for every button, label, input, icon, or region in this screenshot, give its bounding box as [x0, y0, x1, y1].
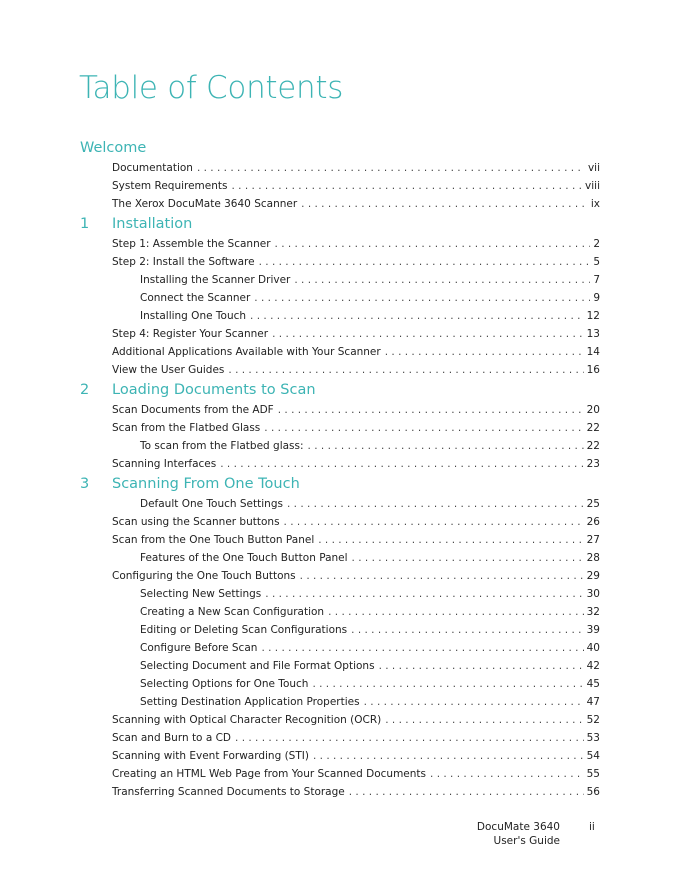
entry-page: vii [587, 162, 600, 174]
entry-label: Scanning Interfaces [112, 458, 217, 470]
dot-leader [312, 675, 583, 693]
entry-page: 47 [586, 696, 600, 708]
section-title: Loading Documents to Scan [112, 382, 316, 398]
entry-label: Creating an HTML Web Page from Your Scanned Documents [112, 768, 427, 780]
toc-entry[interactable] [80, 621, 600, 639]
entry-label: Scanning with Event Forwarding (STI) [112, 750, 309, 762]
entry-label: To scan from the Flatbed glass: [140, 440, 304, 452]
section-number: 3 [80, 476, 90, 492]
entry-label: View the User Guides [112, 364, 225, 376]
dot-leader [364, 693, 584, 711]
entry-page: 23 [586, 458, 600, 470]
entry-label: Step 1: Assemble the Scanner [112, 238, 271, 250]
entry-page: 29 [586, 570, 600, 582]
toc-entry[interactable] [80, 159, 600, 177]
dot-leader [232, 177, 583, 195]
entry-page: 2 [593, 238, 600, 250]
dot-leader [379, 657, 584, 675]
entry-label: System Requirements [112, 180, 228, 192]
dot-leader [385, 343, 584, 361]
dot-leader [259, 253, 591, 271]
entry-page: 54 [586, 750, 600, 762]
entry-label: Configure Before Scan [140, 642, 258, 654]
dot-leader [385, 711, 583, 729]
entry-page: 53 [586, 732, 600, 744]
entry-page: 39 [586, 624, 600, 636]
toc-entry[interactable] [80, 567, 600, 585]
table-of-contents [80, 137, 600, 801]
toc-entry[interactable] [80, 271, 600, 289]
entry-label: Step 2: Install the Software [112, 256, 255, 268]
toc-entry[interactable] [80, 603, 600, 621]
section-heading[interactable] [80, 213, 600, 235]
entry-label: Scan from the One Touch Button Panel [112, 534, 315, 546]
entry-label: Selecting New Settings [140, 588, 262, 600]
entry-page: viii [585, 180, 600, 192]
toc-entry[interactable] [80, 177, 600, 195]
toc-entry[interactable] [80, 437, 600, 455]
dot-leader [294, 271, 590, 289]
dot-leader [352, 549, 584, 567]
entry-page: 14 [586, 346, 600, 358]
toc-entry[interactable] [80, 639, 600, 657]
entry-page: 9 [593, 292, 600, 304]
entry-page: 16 [586, 364, 600, 376]
toc-entry[interactable] [80, 729, 600, 747]
section-title: Installation [112, 216, 193, 232]
toc-entry[interactable] [80, 531, 600, 549]
entry-page: 42 [586, 660, 600, 672]
dot-leader [300, 567, 584, 585]
entry-label: Documentation [112, 162, 193, 174]
dot-leader [284, 513, 584, 531]
dot-leader [228, 361, 583, 379]
entry-label: Editing or Deleting Scan Configurations [140, 624, 348, 636]
toc-entry[interactable] [80, 195, 600, 213]
entry-page: 25 [586, 498, 600, 510]
entry-page: 56 [586, 786, 600, 798]
dot-leader [261, 639, 583, 657]
dot-leader [235, 729, 584, 747]
dot-leader [430, 765, 584, 783]
toc-entry[interactable] [80, 419, 600, 437]
toc-entry[interactable] [80, 711, 600, 729]
dot-leader [197, 159, 585, 177]
entry-label: Transferring Scanned Documents to Storage [112, 786, 345, 798]
entry-label: Scan and Burn to a CD [112, 732, 232, 744]
dot-leader [318, 531, 583, 549]
entry-page: 28 [586, 552, 600, 564]
toc-entry[interactable] [80, 343, 600, 361]
dot-leader [220, 455, 583, 473]
entry-page: 20 [586, 404, 600, 416]
entry-label: Installing the Scanner Driver [140, 274, 291, 286]
dot-leader [254, 289, 590, 307]
entry-label: Selecting Document and File Format Options [140, 660, 375, 672]
entry-label: Connect the Scanner [140, 292, 251, 304]
toc-entry[interactable] [80, 549, 600, 567]
entry-page: 5 [593, 256, 600, 268]
page-title: Table of Contents [79, 70, 344, 106]
toc-entry[interactable] [80, 693, 600, 711]
entry-page: ix [590, 198, 600, 210]
toc-entry[interactable] [80, 675, 600, 693]
entry-label: Additional Applications Available with Your Scanner [112, 346, 381, 358]
entry-page: 26 [586, 516, 600, 528]
toc-entry[interactable] [80, 765, 600, 783]
toc-entry[interactable] [80, 235, 600, 253]
dot-leader [349, 783, 584, 801]
toc-entry[interactable] [80, 307, 600, 325]
entry-page: 22 [586, 422, 600, 434]
toc-entry[interactable] [80, 657, 600, 675]
entry-page: 45 [586, 678, 600, 690]
toc-entry[interactable] [80, 455, 600, 473]
toc-entry[interactable] [80, 513, 600, 531]
entry-label: Scan using the Scanner buttons [112, 516, 280, 528]
dot-leader [278, 401, 584, 419]
dot-leader [264, 419, 583, 437]
entry-label: Features of the One Touch Button Panel [140, 552, 348, 564]
toc-entry[interactable] [80, 585, 600, 603]
section-number: 1 [80, 216, 90, 232]
section-title: Scanning From One Touch [112, 476, 300, 492]
entry-label: The Xerox DocuMate 3640 Scanner [112, 198, 298, 210]
dot-leader [272, 325, 584, 343]
section-heading[interactable] [80, 379, 600, 401]
entry-page: 32 [586, 606, 600, 618]
footer-product: DocuMate 3640 [476, 821, 560, 833]
entry-label: Scan from the Flatbed Glass [112, 422, 261, 434]
section-heading[interactable] [80, 473, 600, 495]
toc-entry[interactable] [80, 289, 600, 307]
toc-entry[interactable] [80, 783, 600, 801]
entry-label: Installing One Touch [140, 310, 247, 322]
dot-leader [308, 437, 584, 455]
dot-leader [287, 495, 584, 513]
entry-page: 12 [586, 310, 600, 322]
toc-entry[interactable] [80, 747, 600, 765]
toc-entry[interactable] [80, 361, 600, 379]
entry-page: 27 [586, 534, 600, 546]
dot-leader [275, 235, 591, 253]
dot-leader [265, 585, 583, 603]
dot-leader [301, 195, 588, 213]
entry-page: 22 [586, 440, 600, 452]
footer-guide: User's Guide [493, 835, 560, 847]
entry-label: Scan Documents from the ADF [112, 404, 274, 416]
footer-doc-title [470, 820, 560, 848]
entry-page: 40 [586, 642, 600, 654]
dot-leader [351, 621, 583, 639]
entry-page: 52 [586, 714, 600, 726]
entry-label: Default One Touch Settings [140, 498, 283, 510]
toc-entry[interactable] [80, 495, 600, 513]
entry-page: 7 [593, 274, 600, 286]
toc-entry[interactable] [80, 253, 600, 271]
entry-page: 13 [586, 328, 600, 340]
dot-leader [313, 747, 584, 765]
entry-page: 30 [586, 588, 600, 600]
section-number: 2 [80, 382, 90, 398]
toc-entry[interactable] [80, 401, 600, 419]
section-heading[interactable] [80, 137, 600, 159]
entry-label: Step 4: Register Your Scanner [112, 328, 269, 340]
dot-leader [250, 307, 584, 325]
page-number: ii [589, 821, 595, 833]
dot-leader [328, 603, 584, 621]
entry-label: Scanning with Optical Character Recognition (OCR) [112, 714, 382, 726]
section-title: Welcome [80, 140, 147, 156]
entry-label: Creating a New Scan Configuration [140, 606, 325, 618]
entry-page: 55 [586, 768, 600, 780]
toc-entry[interactable] [80, 325, 600, 343]
entry-label: Configuring the One Touch Buttons [112, 570, 296, 582]
entry-label: Setting Destination Application Properties [140, 696, 360, 708]
entry-label: Selecting Options for One Touch [140, 678, 309, 690]
